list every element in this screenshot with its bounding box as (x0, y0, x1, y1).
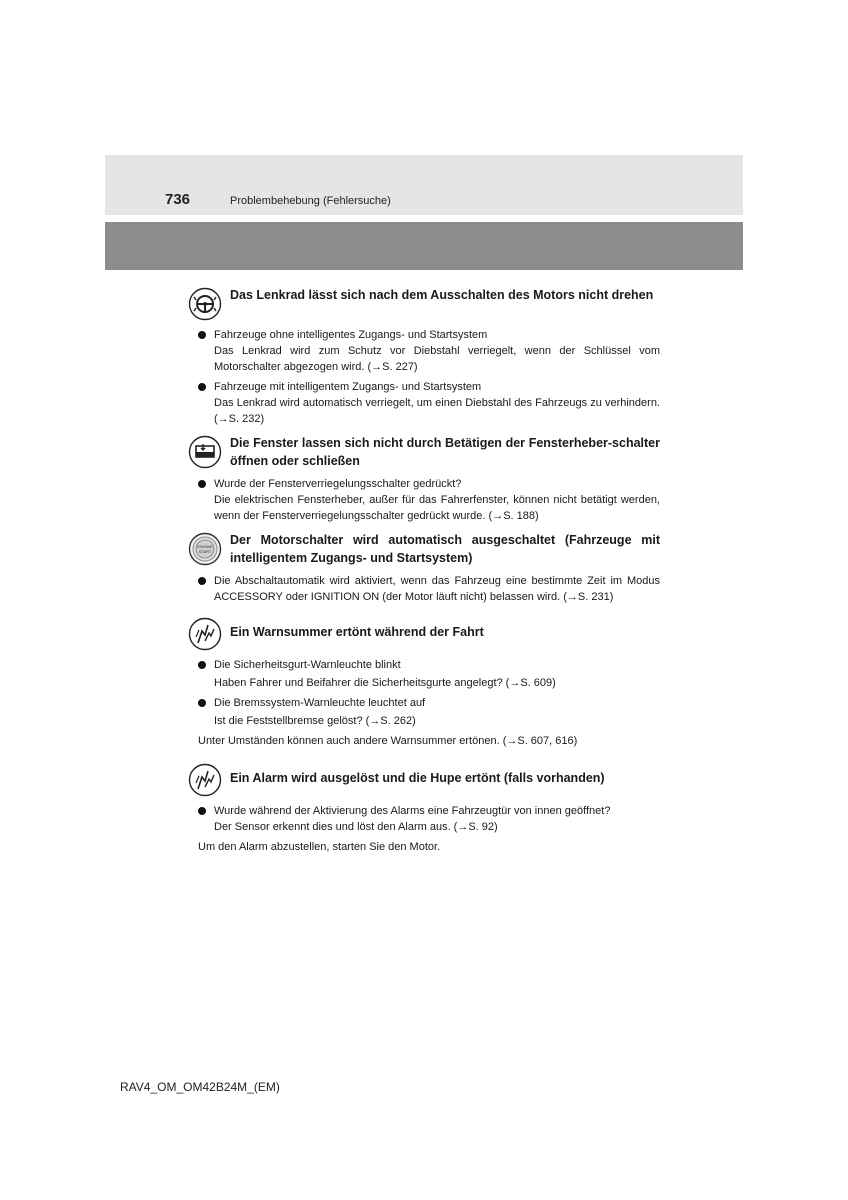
bullet-text: Haben Fahrer und Beifahrer die Sicherheitsgurte angelegt? (→S. 609) (214, 677, 556, 689)
steering-lock-icon (188, 287, 222, 321)
bullet-item (188, 695, 660, 729)
buzzer-icon (188, 617, 222, 651)
bullet-title: Die Sicherheitsgurt-Warnleuchte blinkt (214, 659, 401, 671)
section-heading: Die Fenster lassen sich nicht durch Betätigen der Fensterheber-schalter öffnen oder schließen (230, 436, 660, 468)
section-engine-switch (188, 530, 660, 605)
header-bar (105, 222, 743, 270)
bullet-title: Fahrzeuge ohne intelligentes Zugangs- und Startsystem (214, 329, 488, 341)
section-note: Um den Alarm abzustellen, starten Sie den Motor. (198, 841, 441, 853)
section-alarm (188, 761, 660, 855)
bullet-title: Die Bremssystem-Warnleuchte leuchtet auf (214, 697, 426, 709)
alarm-icon (188, 763, 222, 797)
page-number: 736 (165, 191, 191, 208)
engine-start-button-icon (188, 532, 222, 566)
bullet-text: Ist die Feststellbremse gelöst? (→S. 262) (214, 715, 416, 727)
section-heading: Ein Alarm wird ausgelöst und die Hupe ertönt (falls vorhanden) (230, 771, 605, 785)
bullet-item (188, 476, 660, 524)
section-steering (188, 285, 660, 427)
header-band (105, 155, 743, 215)
bullet-text: Die elektrischen Fensterheber, außer für das Fahrerfenster, können nicht betätigt werden, wenn der Fensterverriegelungsschalter gedrückt wurde. (→S. 188) (214, 494, 660, 522)
bullet-item (188, 327, 660, 375)
bullet-text: Das Lenkrad wird automatisch verriegelt, um einen Diebstahl des Fahrzeugs zu verhindern. (→S. 232) (214, 397, 660, 425)
section-heading: Das Lenkrad lässt sich nach dem Ausschalten des Motors nicht drehen (230, 288, 654, 302)
section-note: Unter Umständen können auch andere Warnsummer ertönen. (→S. 607, 616) (198, 735, 578, 747)
bullet-text: Der Sensor erkennt dies und löst den Alarm aus. (→S. 92) (214, 821, 498, 833)
svg-text:ENGINE: ENGINE (197, 544, 213, 549)
content (188, 285, 660, 863)
window-icon (188, 435, 222, 469)
section-heading: Ein Warnsummer ertönt während der Fahrt (230, 625, 484, 639)
bullet-title: Wurde während der Aktivierung des Alarms eine Fahrzeugtür von innen geöffnet? (214, 805, 611, 817)
bullet-item (188, 573, 660, 605)
section-heading: Der Motorschalter wird automatisch ausgeschaltet (Fahrzeuge mit intelligentem Zugangs- und Startsystem) (230, 533, 660, 565)
bullet-text: Das Lenkrad wird zum Schutz vor Diebstahl verriegelt, wenn der Schlüssel vom Motorschalter abgezogen wird. (→S. 227) (214, 345, 660, 373)
bullet-title: Die Abschaltautomatik wird aktiviert, wenn das Fahrzeug eine bestimmte Zeit im Modus ACCESSORY oder IGNITION ON (der Motor läuft nicht) belassen wird. (→S. 231) (214, 575, 660, 603)
section-title: Problembehebung (Fehlersuche) (230, 195, 391, 207)
section-buzzer (188, 615, 660, 749)
bullet-title: Wurde der Fensterverriegelungsschalter gedrückt? (214, 478, 462, 490)
svg-text:START: START (198, 549, 212, 554)
bullet-item (188, 657, 660, 691)
footer-code: RAV4_OM_OM42B24M_(EM) (120, 1080, 280, 1094)
bullet-item (188, 379, 660, 427)
bullet-item (188, 803, 660, 835)
bullet-title: Fahrzeuge mit intelligentem Zugangs- und Startsystem (214, 381, 482, 393)
section-windows (188, 433, 660, 524)
